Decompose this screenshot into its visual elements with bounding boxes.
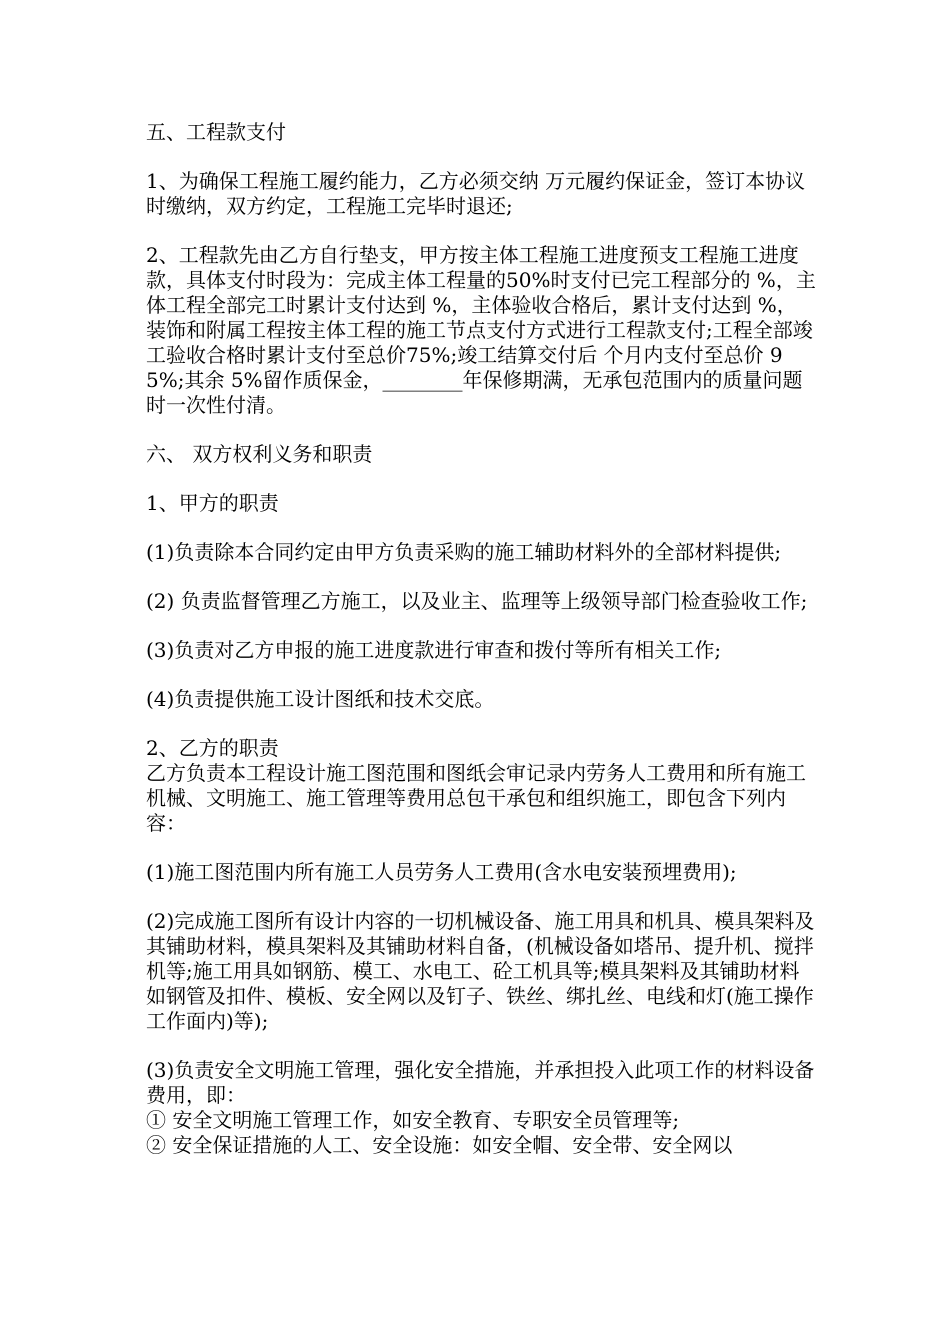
party-a-item-3: (3)负责对乙方申报的施工进度款进行审查和拨付等所有相关工作; xyxy=(146,638,722,662)
section-5-paragraph-1: 1、为确保工程施工履约能力，乙方必须交纳 万元履约保证金，签订本协议时缴纳，双方约定，工程施工完毕时退还; xyxy=(146,169,806,218)
party-b-item-2: (2)完成施工图所有设计内容的一切机械设备、施工用具和机具、模具架料及其铺助材料，模具架料及其铺助材料自备，(机械设备如塔吊、提升机、搅拌机等;施工用具如钢筋、模工、水电工、砼工机具等;模具架料及其铺助材料如钢管及扣件、模板、安全网以及钉子、铁丝、绑扎丝、电线和灯(施工操作工作面内)等); xyxy=(146,909,815,1033)
party-b-sub-item-1: ① 安全文明施工管理工作，如安全教育、专职安全员管理等; xyxy=(146,1108,680,1132)
party-b-sub-item-2: ② 安全保证措施的人工、安全设施：如安全帽、安全带、安全网以 xyxy=(146,1133,733,1157)
section-6-heading: 六、 双方权利义务和职责 xyxy=(146,442,373,466)
document-page xyxy=(146,120,816,1158)
party-a-item-1: (1)负责除本合同约定由甲方负责采购的施工辅助材料外的全部材料提供; xyxy=(146,540,782,564)
party-b-item-1: (1)施工图范围内所有施工人员劳务人工费用(含水电安装预埋费用); xyxy=(146,860,737,884)
party-b-intro: 乙方负责本工程设计施工图范围和图纸会审记录内劳务人工费用和所有施工机械、文明施工、施工管理等费用总包干承包和组织施工，即包含下列内容： xyxy=(146,761,806,835)
party-a-item-4: (4)负责提供施工设计图纸和技术交底。 xyxy=(146,687,495,711)
section-5-heading: 五、工程款支付 xyxy=(146,120,286,144)
party-b-title: 2、乙方的职责 xyxy=(146,736,279,760)
party-a-item-2: (2) 负责监督管理乙方施工，以及业主、监理等上级领导部门检查验收工作; xyxy=(146,589,808,613)
section-5-paragraph-2: 2、工程款先由乙方自行垫支，甲方按主体工程施工进度预支工程施工进度款，具体支付时段为：完成主体工程量的50%时支付已完工程部分的 %，主体工程全部完工时累计支付达到 %，主体验收合格后，累计支付达到 %，装饰和附属工程按主体工程的施工节点支付方式进行工程款支付;工程全部竣工验收合格时累计支付至总价75%;竣工结算交付后 个月内支付至总价 95%;其余 5%留作质保金，________年保修期满，无承包范围内的质量问题时一次性付清。 xyxy=(146,243,816,417)
party-b-item-3: (3)负责安全文明施工管理，强化安全措施，并承担投入此项工作的材料设备费用，即： xyxy=(146,1058,815,1107)
party-a-title: 1、甲方的职责 xyxy=(146,491,279,515)
